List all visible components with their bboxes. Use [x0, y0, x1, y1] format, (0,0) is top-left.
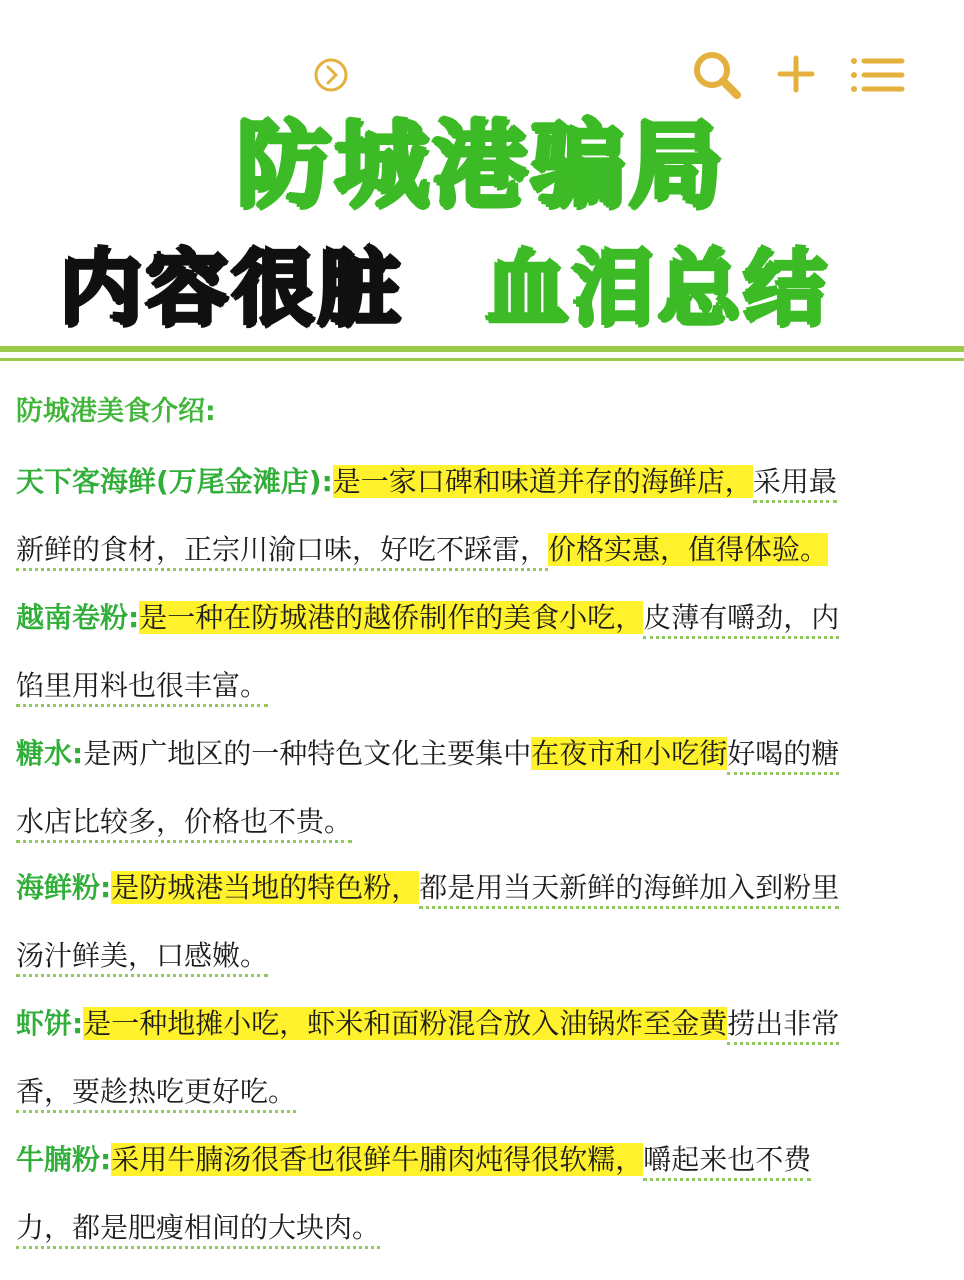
highlighted-text: 是一家口碑和味道并存的海鲜店，	[332, 465, 753, 498]
entry-name: 天下客海鲜(万尾金滩店):	[16, 465, 333, 498]
body-text: 捞出非常	[727, 1007, 839, 1045]
entry-2-line-2	[16, 664, 268, 708]
body-text: 好喝的糖	[727, 737, 839, 775]
menu-icon[interactable]	[848, 54, 906, 96]
highlighted-text: 采用牛腩汤很香也很鲜牛脯肉炖得很软糯，	[111, 1143, 644, 1176]
subtitle-left: 内容很脏	[60, 242, 405, 337]
highlighted-text: 是一种在防城港的越侨制作的美食小吃，	[139, 601, 644, 634]
entry-6-line-2	[16, 1206, 380, 1250]
entry-name: 海鲜粉:	[16, 871, 112, 904]
highlighted-text: 是一种地摊小吃，虾米和面粉混合放入油锅炸至金黄	[83, 1007, 728, 1040]
body-text: 嚼起来也不费	[643, 1143, 811, 1181]
search-icon[interactable]	[690, 48, 744, 102]
body-text: 香，要趁热吃更好吃。	[16, 1075, 296, 1113]
highlighted-text: 在夜市和小吃街	[531, 737, 728, 770]
top-toolbar	[0, 48, 964, 104]
subtitle-right: 血泪总结	[486, 242, 831, 337]
entry-name: 越南卷粉:	[16, 601, 140, 634]
entry-name: 虾饼:	[16, 1007, 84, 1040]
entry-3-line-2	[16, 800, 352, 844]
entry-4-line-2	[16, 934, 268, 978]
entry-name: 牛腩粉:	[16, 1143, 112, 1176]
circle-chevron-right-icon[interactable]	[312, 56, 350, 94]
section-title: 防城港美食介绍:	[16, 396, 216, 427]
header-divider-thin	[0, 358, 964, 361]
header-divider-thick	[0, 346, 964, 352]
page-title: 防城港骗局	[236, 112, 727, 221]
body-text: 力，都是肥瘦相间的大块肉。	[16, 1211, 380, 1249]
entry-4-line-1	[16, 866, 839, 910]
body-text: 水店比较多，价格也不贵。	[16, 805, 352, 843]
body-text: 是两广地区的一种特色文化主要集中	[83, 737, 532, 770]
entry-5-line-2	[16, 1070, 296, 1114]
entry-name: 糖水:	[16, 737, 84, 770]
entry-1-line-1	[16, 460, 837, 504]
entry-3-line-1	[16, 732, 839, 776]
body-text: 皮薄有嚼劲，内	[643, 601, 839, 639]
highlighted-text: 是防城港当地的特色粉，	[111, 871, 420, 904]
body-text: 都是用当天新鲜的海鲜加入到粉里	[419, 871, 839, 909]
plus-icon[interactable]	[774, 52, 818, 96]
entry-1-line-2	[16, 528, 828, 572]
body-text: 新鲜的食材，正宗川渝口味，好吃不踩雷，	[16, 533, 548, 571]
entry-6-line-1	[16, 1138, 811, 1182]
body-text: 馅里用料也很丰富。	[16, 669, 268, 707]
entry-5-line-1	[16, 1002, 839, 1046]
entry-2-line-1	[16, 596, 839, 640]
body-text: 汤汁鲜美，口感嫩。	[16, 939, 268, 977]
body-text: 采用最	[753, 465, 837, 503]
highlighted-text: 价格实惠，值得体验。	[548, 533, 829, 566]
